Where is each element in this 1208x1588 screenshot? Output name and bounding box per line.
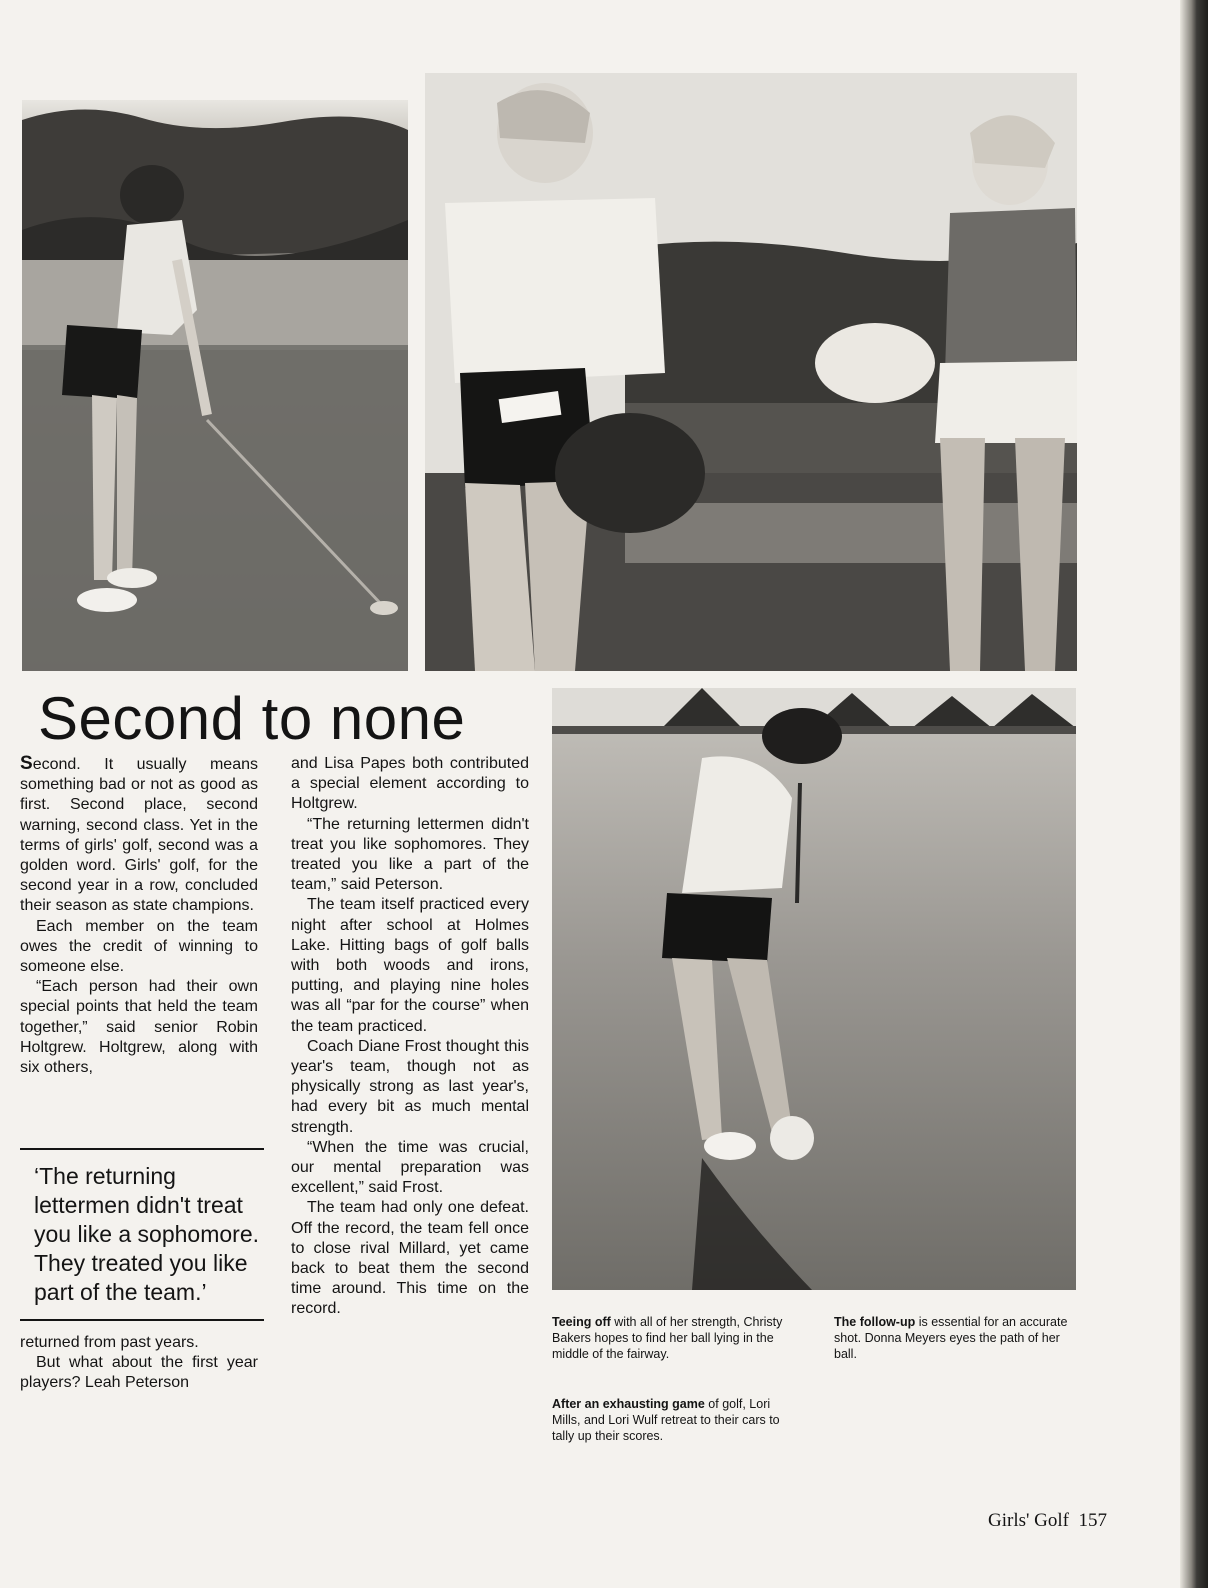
story-paragraph: “Each person had their own special points that held the team together,” said senior Robin Holtgrew. Holtgrew, along with six others, xyxy=(20,978,258,1077)
drop-cap: S xyxy=(20,753,33,774)
story-paragraph: “When the time was crucial, our mental preparation was excellent,” said Frost. xyxy=(291,1138,529,1197)
caption-follow-up: The follow-up is essential for an accurate shot. Donna Meyers eyes the path of her ball. xyxy=(834,1315,1068,1361)
story-column-2 xyxy=(291,754,529,1320)
page-binding-edge xyxy=(1180,0,1208,1588)
story-paragraph: Second. It usually means something bad or not as good as first. Second place, second warning, second class. Yet in the terms of girls' golf, second was a golden word. Girls' golf, for the second year in a row, concluded their season as state champions. xyxy=(20,753,258,915)
pull-quote: ‘The returning lettermen didn't treat you like a sophomore. They treated you like part of the team.’ xyxy=(20,1148,264,1321)
story-column-1-continued xyxy=(20,1333,258,1394)
folio-page-number: 157 xyxy=(1078,1510,1108,1531)
page-folio xyxy=(988,1510,1107,1532)
caption-exhausting-game: After an exhausting game of golf, Lori Mills, and Lori Wulf retreat to their cars to tally up their scores. xyxy=(552,1397,780,1443)
photo-two-golfers-walking xyxy=(425,73,1077,671)
story-paragraph: returned from past years. xyxy=(20,1334,199,1351)
story-paragraph: But what about the first year players? Leah Peterson xyxy=(20,1354,258,1392)
story-paragraph: The team itself practiced every night after school at Holmes Lake. Hitting bags of golf balls with both woods and irons, putting, and playing nine holes was all “par for the course” when the team practiced. xyxy=(291,896,529,1035)
story-paragraph: “The returning lettermen didn't treat you like sophomores. They treated you like a part of the team,” said Peterson. xyxy=(291,815,529,894)
story-column-1 xyxy=(20,754,258,1078)
photo-golfer-addressing-ball xyxy=(22,100,408,671)
folio-section: Girls' Golf xyxy=(988,1510,1070,1531)
photo-golfer-follow-through xyxy=(552,688,1076,1290)
story-paragraph: and Lisa Papes both contributed a special element according to Holtgrew. xyxy=(291,755,529,813)
caption-teeing-off: Teeing off with all of her strength, Christy Bakers hopes to find her ball lying in the middle of the fairway. xyxy=(552,1315,783,1361)
story-paragraph: Coach Diane Frost thought this year's team, though not as physically strong as last year's, had every bit as much mental strength. xyxy=(291,1037,529,1136)
headline: Second to none xyxy=(38,685,466,752)
story-paragraph: The team had only one defeat. Off the record, the team fell once to close rival Millard, yet came back to beat them the second time around. This time on the record. xyxy=(291,1199,529,1318)
story-paragraph: Each member on the team owes the credit of winning to someone else. xyxy=(20,917,258,976)
